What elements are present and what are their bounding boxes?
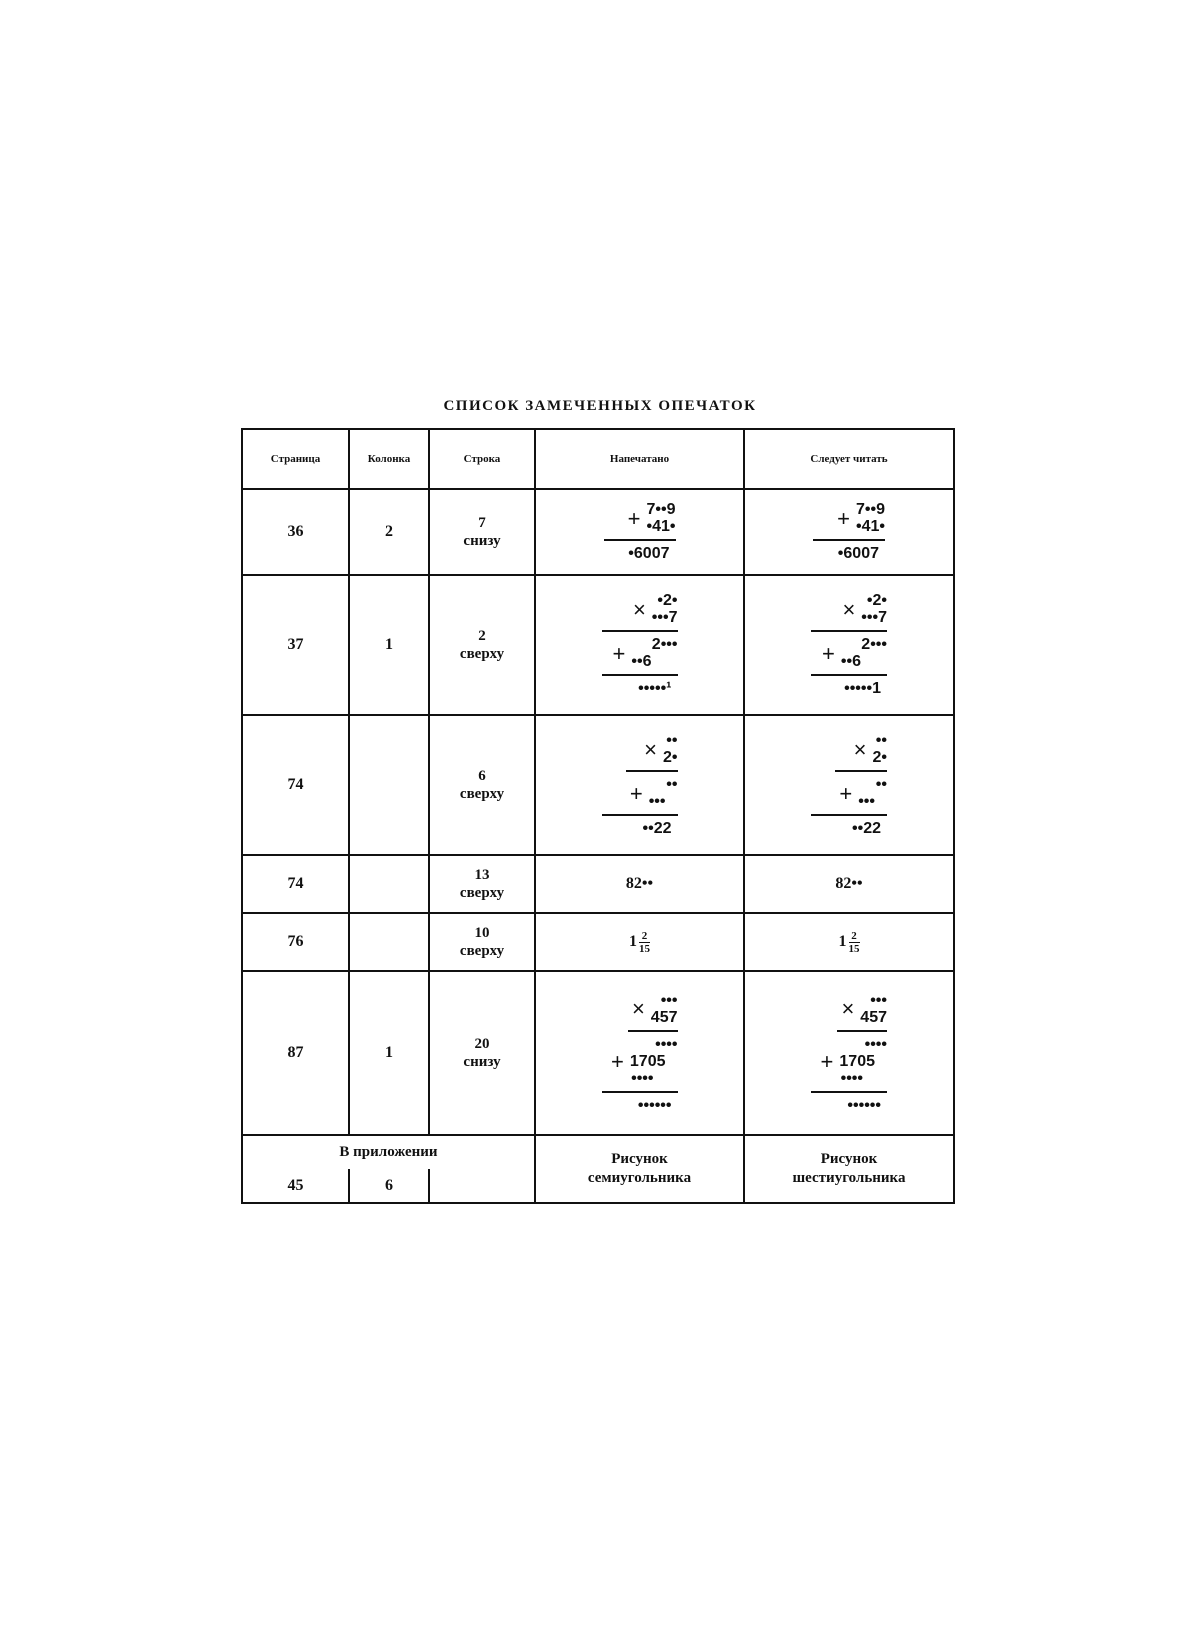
- plus-sign: +: [612, 640, 626, 666]
- appendix-label-row: [242, 1135, 954, 1169]
- factor-bottom: 2•: [663, 749, 678, 766]
- cell-line: [429, 715, 535, 855]
- page-title: СПИСОК ЗАМЕЧЕННЫХ ОПЕЧАТОК: [443, 398, 757, 414]
- addend-top: 7••9: [856, 501, 885, 518]
- cell-printed: [535, 489, 744, 575]
- line-direction: сверху: [459, 943, 505, 959]
- addition-block: [604, 501, 676, 562]
- cell-column: 2: [349, 489, 429, 575]
- line-number: 7: [478, 515, 486, 531]
- cell-page: 87: [242, 971, 349, 1135]
- partial-top: 2•••: [651, 636, 678, 653]
- appendix-label-text: В приложении: [339, 1144, 438, 1160]
- table-row: [242, 971, 954, 1135]
- times-sign: ×: [841, 996, 855, 1021]
- plus-sign: +: [837, 505, 850, 531]
- cell-should-read: [744, 913, 954, 971]
- times-sign: ×: [644, 736, 657, 762]
- partial-top: ••: [875, 776, 887, 793]
- plus-sign: +: [627, 505, 641, 531]
- product-result: ••22: [642, 820, 672, 837]
- partial-bottom: ••6: [631, 653, 652, 670]
- sum-result: •6007: [628, 545, 670, 562]
- line-number: 13: [474, 867, 490, 883]
- factor-top: •2•: [866, 592, 887, 609]
- addend-top: 7••9: [646, 501, 676, 518]
- header-row: [242, 429, 954, 489]
- cell-column: [349, 855, 429, 913]
- should-read-line2: шестиугольника: [792, 1170, 906, 1186]
- partial-bottom: ••6: [840, 653, 861, 670]
- cell-column: 1: [349, 971, 429, 1135]
- line-number: 2: [478, 628, 486, 644]
- cell-should-read: [744, 971, 954, 1135]
- multiplication-block: [602, 992, 678, 1114]
- cell-printed: [535, 1135, 744, 1203]
- cell-page: 36: [242, 489, 349, 575]
- partial-middle: 1705: [629, 1052, 666, 1070]
- times-sign: ×: [842, 596, 856, 622]
- fraction-whole: 1: [629, 933, 637, 950]
- line-number: 6: [478, 768, 486, 784]
- line-direction: сверху: [459, 646, 505, 662]
- cell-printed: [535, 971, 744, 1135]
- cell-page: 37: [242, 575, 349, 715]
- line-number: 20: [474, 1036, 490, 1052]
- product-result: •••••1: [844, 680, 881, 697]
- partial-top: ••••: [864, 1035, 887, 1053]
- table-row: [242, 575, 954, 715]
- times-sign: ×: [631, 996, 645, 1021]
- header-should-read: Следует читать: [744, 429, 954, 489]
- cell-page: 76: [242, 913, 349, 971]
- partial-top: 2•••: [861, 636, 887, 653]
- appendix-label: [242, 1135, 535, 1169]
- product-result: ••••••: [637, 1096, 672, 1114]
- multiplication-block: [602, 732, 678, 837]
- table-row: [242, 855, 954, 913]
- cell-line: [429, 575, 535, 715]
- fraction-numerator: 2: [639, 930, 650, 943]
- fraction-denominator: 15: [639, 942, 650, 955]
- partial-top: ••: [666, 776, 678, 793]
- cell-page: 74: [242, 855, 349, 913]
- fraction-whole: 1: [838, 933, 847, 950]
- plus-sign: +: [820, 1048, 834, 1074]
- multiplication-block: [811, 732, 887, 837]
- table-row: [242, 489, 954, 575]
- cell-line: [429, 489, 535, 575]
- plus-sign: +: [822, 640, 835, 666]
- line-direction: снизу: [463, 533, 501, 549]
- appendix-page: 45: [242, 1169, 349, 1203]
- cell-should-read: [744, 489, 954, 575]
- sum-result: •6007: [837, 545, 879, 562]
- header-printed: Напечатано: [535, 429, 744, 489]
- factor-top: •••: [660, 991, 678, 1009]
- partial-bottom: •••: [858, 793, 875, 810]
- factor-top: •••: [870, 991, 887, 1009]
- printed-line1: Рисунок: [611, 1151, 668, 1167]
- partial-bottom: •••: [648, 793, 666, 810]
- addition-block: [813, 501, 885, 562]
- product-result: •••••¹: [638, 680, 672, 697]
- line-direction: сверху: [459, 885, 505, 901]
- factor-bottom: •••7: [651, 609, 678, 626]
- partial-bottom: ••••: [840, 1069, 863, 1087]
- factor-bottom: 2•: [872, 749, 887, 766]
- header-page: Страница: [242, 429, 349, 489]
- cell-printed: [535, 913, 744, 971]
- cell-should-read: 82••: [744, 855, 954, 913]
- cell-line: [429, 913, 535, 971]
- cell-should-read: [744, 715, 954, 855]
- header-line: Строка: [429, 429, 535, 489]
- product-result: ••22: [852, 820, 881, 837]
- plus-sign: +: [611, 1048, 624, 1074]
- factor-top: ••: [875, 732, 887, 749]
- errata-table: [241, 428, 955, 1204]
- cell-column: [349, 715, 429, 855]
- times-sign: ×: [632, 596, 646, 622]
- partial-bottom: ••••: [631, 1069, 654, 1087]
- cell-column: 1: [349, 575, 429, 715]
- partial-top: ••••: [655, 1035, 678, 1053]
- cell-line: [429, 971, 535, 1135]
- appendix-column: 6: [349, 1169, 429, 1203]
- cell-should-read: [744, 1135, 954, 1203]
- factor-bottom: 457: [650, 1008, 678, 1026]
- appendix-line-empty: [429, 1169, 535, 1203]
- cell-printed: 82••: [535, 855, 744, 913]
- header-column: Колонка: [349, 429, 429, 489]
- cell-page: 74: [242, 715, 349, 855]
- printed-line2: семиугольника: [587, 1170, 692, 1186]
- cell-should-read: [744, 575, 954, 715]
- mixed-fraction: [839, 930, 860, 955]
- addend-bottom: •41•: [646, 518, 676, 535]
- cell-printed: [535, 715, 744, 855]
- factor-bottom: 457: [860, 1008, 887, 1026]
- line-number: 10: [474, 925, 490, 941]
- should-read-line1: Рисунок: [820, 1151, 878, 1167]
- cell-line: [429, 855, 535, 913]
- table-row: [242, 913, 954, 971]
- fraction-numerator: 2: [849, 930, 860, 943]
- line-direction: снизу: [463, 1054, 501, 1070]
- mixed-fraction: [629, 930, 650, 955]
- addend-bottom: •41•: [856, 518, 885, 535]
- partial-middle: 1705: [839, 1052, 875, 1070]
- cell-column: [349, 913, 429, 971]
- line-direction: сверху: [459, 786, 505, 802]
- plus-sign: +: [629, 780, 643, 806]
- table-row: [242, 715, 954, 855]
- multiplication-block: [811, 992, 887, 1114]
- factor-top: •2•: [657, 592, 678, 609]
- factor-bottom: •••7: [861, 609, 887, 626]
- factor-top: ••: [666, 732, 678, 749]
- product-result: ••••••: [847, 1096, 881, 1114]
- fraction-denominator: 15: [848, 942, 860, 955]
- multiplication-block: [811, 592, 887, 697]
- times-sign: ×: [853, 736, 867, 762]
- multiplication-block: [602, 592, 678, 697]
- plus-sign: +: [839, 780, 853, 806]
- cell-printed: [535, 575, 744, 715]
